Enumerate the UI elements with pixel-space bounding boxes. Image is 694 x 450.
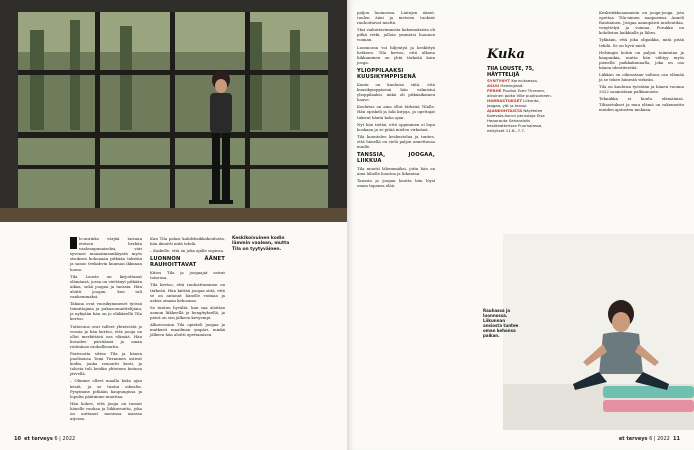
paragraph: Alkuvuosina Tila opiskeli joogaa ja matkusti maailman ympäri, minkä jälkeen hän aloitti opettamisen. bbox=[150, 322, 225, 338]
paragraph: Tuttavuus ovat tulleet yhteisöstä jo vuosia ja hän kertoo, että jooga on ollut merkittävä osa elämää. Hän kuvailee päiväänsä ja oman rutiininsa rauhallisuutta. bbox=[70, 323, 142, 349]
paragraph: Yksi vaikuttavimmista kokemuksista oli pitkä retki, jolloin ymmärsi luonnon voiman. bbox=[357, 27, 435, 43]
magazine-name: et terveys bbox=[618, 436, 648, 442]
paragraph: Koulutus on aina ollut tärkeää Tilalle. Hän opiskeli ja luki kirjoja, ja opettajat tukivat häntä koko ajan. bbox=[357, 104, 435, 120]
paragraph: Tykkään, että joka olipaikka, mitä pitää tehdä. Se on hyvä mieli. bbox=[599, 37, 684, 48]
section-heading: YLIOPPILAAKSI KUUSIKYMPPISENÄ bbox=[357, 67, 417, 80]
paragraph: Kiitos Tila ja joogaajat saivat toisensa. bbox=[150, 270, 225, 281]
page-number: 11 bbox=[673, 436, 680, 442]
issue-number: 6 | 2022 bbox=[649, 436, 670, 442]
paragraph: Tila Louste on kirjoittanut elämänsä, jossa on viettänyt pitkään aikaa, sekä joogaa ja tanssia. Hän aloitti joogan, kun tuli vanhemmaksi. bbox=[70, 273, 142, 300]
paragraph: Se tuntuu hyvältä, kun saa aloittaa aamun liikkeellä ja hengityksellä, ja päivä on sen jälkeen kevyempi. bbox=[150, 304, 225, 321]
section-heading: TANSSIA, JOOGAA, LIIKKUA bbox=[357, 152, 435, 165]
photo-caption: Keskikoivuinen kodin lämmin vaalean, mutta Tila on tyytyväinen. bbox=[232, 236, 290, 252]
paragraph: Liikkuu on oikeastaan valtava osa elämää ja se tekee hänestä virkeän. bbox=[599, 72, 684, 83]
left-column-1 bbox=[70, 236, 142, 423]
paragraph: Tila muutti lähemmäksi, jotta hän on aina lähellä luontoa ja liikuntaa. bbox=[357, 166, 435, 177]
drop-cap bbox=[70, 237, 77, 249]
photo-yoga bbox=[503, 234, 694, 430]
paragraph: Helsingin kotiin on paljon toimintaa ja kaupunkia, mutta hän viihtyy myös pienellä paikkakunnalla, joka on osa hänen identiteettiä. bbox=[599, 49, 684, 70]
page-number: 10 bbox=[14, 436, 21, 442]
profile-row: SYNTYNYT Kannuksessa. bbox=[487, 78, 538, 83]
right-column-1 bbox=[357, 10, 435, 190]
profile-row: ASUU Helsingissä. bbox=[487, 83, 524, 88]
paragraph: Parivuotta sitten Tila ja hänen puolisonsa Tomi Tirrannen ostivat kodin, jonka remontti kesti, ja talosta tuli heidän yhteinen kotinsa järvellä. bbox=[70, 350, 142, 377]
paragraph: lo-aurinko värjää taivaan eteisen herkän vaaleanpunaiseksi, väri syvenee maasaimaankäyntä myös sisuksen kokonaan pitkään tekstiin ja sanoo teekahvin kuuman ikkunan luona. bbox=[70, 236, 142, 272]
right-page bbox=[347, 0, 694, 450]
issue-number: 6 | 2022 bbox=[54, 436, 76, 442]
profile-row: PERHE Puoliso Tomi Tirranen, aikuinen poika Ville puolisoineen. bbox=[487, 88, 552, 98]
paragraph: – Olimme olleet maalla koko ajan kesät, ja se tuntui oikealta. Pysyimme pitkään kaupungissa ja lopulta päätimme muuttaa. bbox=[70, 378, 142, 399]
paragraph: Tanssin ja joogan kautta hän löysi oman tapansa elää. bbox=[357, 178, 435, 189]
profile-row: HARRASTUKSET Liikunta, joogaa, yöt ja tanssi. bbox=[487, 98, 540, 108]
folio-left bbox=[14, 436, 75, 442]
paragraph: Tila kertoo, että rauhoittuminen on tärkeää. Hän kiittää joogaa siitä, että se on antanut hänelle voimaa ja uskoa omaan kehoonsa. bbox=[150, 282, 225, 303]
left-column-2 bbox=[150, 236, 225, 339]
profile-title: Kuka bbox=[487, 47, 525, 62]
section-heading: LUONNON ÄÄNET RAUHOITTAVAT bbox=[150, 256, 225, 269]
window-photo-illustration bbox=[0, 0, 347, 222]
paragraph: Takana ovat vuosikymmenet työssä toimittajana ja pukusuunnittelijana, ja nykyään hän on jo eläkkeellä Tila kertoo. bbox=[70, 301, 142, 322]
magazine-name: et terveys bbox=[24, 436, 53, 442]
paragraph: Kun Tila palasi kahdeksikkokoulusta, hän ilmoitti mitä tehdä. bbox=[150, 236, 225, 247]
photo-woman-at-window bbox=[0, 0, 347, 222]
yoga-photo-illustration bbox=[503, 234, 694, 430]
paragraph: Keskiviikkoaamuisin on jooga-jooga, jota opettaa Tila-nimen naapurinsa Anneli Rantiainen. Joogaa aamupäivä mielentilaa, venyttelyä ja voimaa. Porukka on kohdistuu kaikkialle ja lähes. bbox=[599, 10, 684, 36]
paragraph: paljon luonnossa. Lintujen äänet, tuulen ääni ja metsien tuoksut rauhoittavat mieltä. bbox=[357, 10, 435, 26]
profile-box bbox=[487, 48, 553, 133]
paragraph: Hän kokee, että jooga on tuonut hänelle rauhaa ja liikkuvuutta, joka on auttanut monessa asiassa arjessa. bbox=[70, 400, 142, 422]
profile-name: TIIA LOUSTE, 75, HÄYTTELIJÄ bbox=[487, 66, 534, 78]
right-column-3 bbox=[599, 10, 684, 114]
paragraph: – Kaikelle, että on joka ajalle sopivaa. bbox=[150, 248, 225, 254]
paragraph: Nyt hän tietää, että oppiminen ei lopu koskaan ja se pitää mielen virkeänä. bbox=[357, 121, 435, 132]
paragraph: Tila on kuuluisa työstään ja hänen vuonna 2022 saamistaan palkinnoista. bbox=[599, 84, 684, 95]
photo-caption: Rauhassa ja luonnossa. Liikunnan ansiosta tuntee oman kehonsa paikan. bbox=[483, 308, 519, 338]
folio-right bbox=[619, 436, 680, 442]
profile-row: AJANKOHTAISTA Näyttelee Kalevala-korun perustaja Elsa Heporauta Saharalalis kesäteatterissa Puumalassa, esitykset 11.6.–7.7. bbox=[487, 108, 545, 133]
paragraph: Tekniikka ei kuulu elämäänsä. Tiliasetukset ja muu elämä on rakennettu muiden ajatusten mukaan. bbox=[599, 96, 684, 112]
paragraph: Tila kuuntelee keskustelua ja tuntee, että hänellä on vielä paljon annettavaa muille. bbox=[357, 133, 435, 149]
paragraph: Luonnossa voi hiljentyä ja keskittyä hetkeen. Tila kertoo, että ulkona liikkuminen on yhtä tärkeää kuin jooga. bbox=[357, 44, 435, 65]
paragraph: Kanta on kuuluisa siitä, että kuusikymppisenä hän valmistui ylioppilaaksi, mikä oli pitkäaikainen haave. bbox=[357, 81, 435, 103]
